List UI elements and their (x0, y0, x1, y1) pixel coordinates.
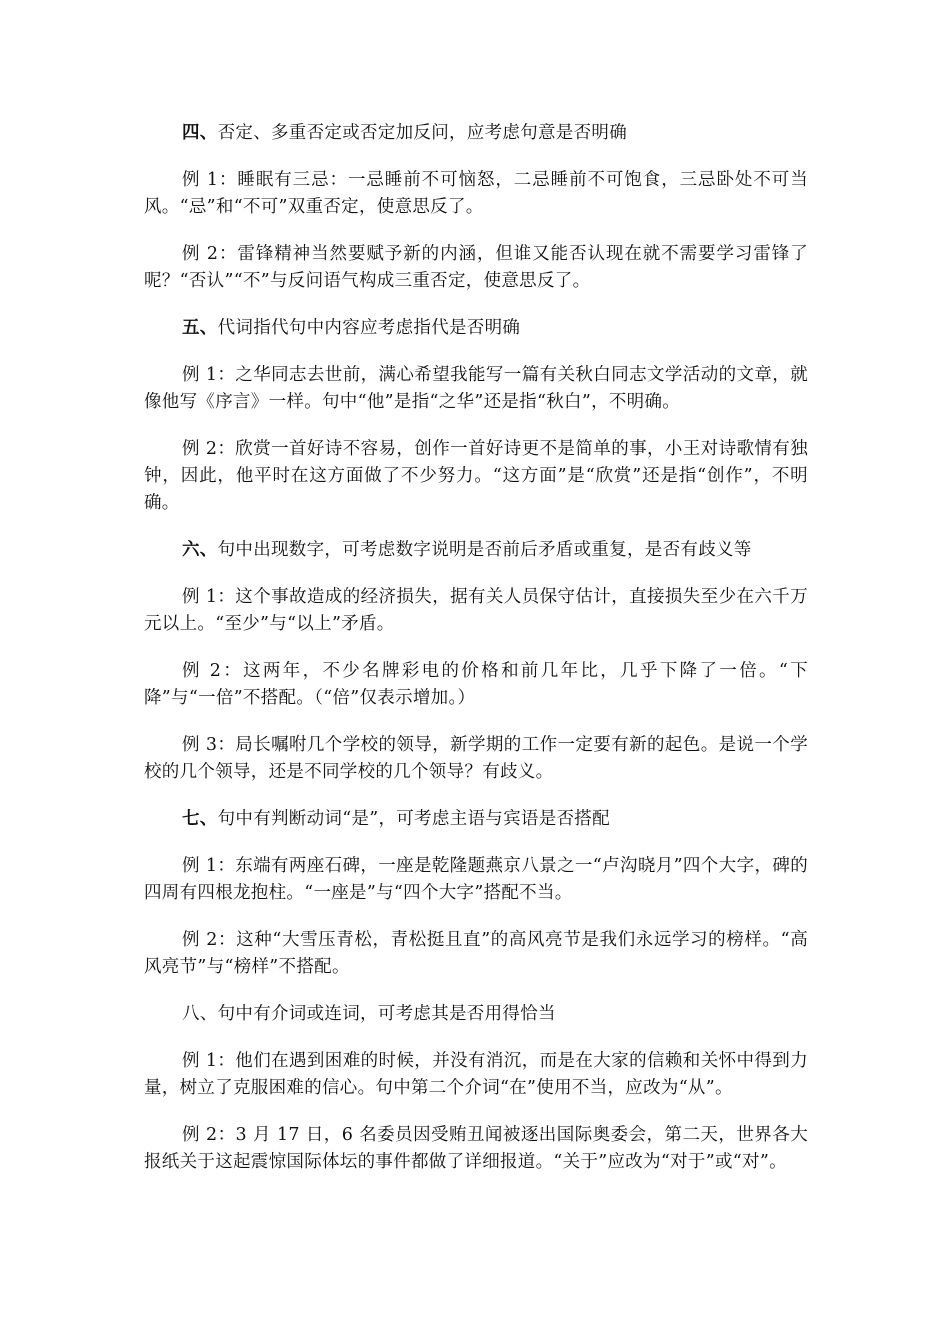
section-title: 否定、多重否定或否定加反问，应考虑句意是否明确 (217, 123, 628, 143)
section-heading-4 (144, 120, 808, 147)
section-title: 代词指代句中内容应考虑指代是否明确 (217, 318, 521, 338)
example-paragraph: 例 2：这两年，不少名牌彩电的价格和前几年比，几乎下降了一倍。“下降”与“一倍”不搭配。（“倍”仅表示增加。） (144, 661, 808, 708)
example-paragraph: 例 2：3 月 17 日，6 名委员因受贿丑闻被逐出国际奥委会，第二天，世界各大报纸关于这起震惊国际体坛的事件都做了详细报道。“关于”应改为“对于”或“对”。 (144, 1125, 808, 1172)
section-heading-8 (144, 1001, 808, 1028)
example-paragraph: 例 2：欣赏一首好诗不容易，创作一首好诗更不是简单的事，小王对诗歌情有独钟，因此，他平时在这方面做了不少努力。“这方面”是“欣赏”还是指“创作”，不明确。 (144, 439, 808, 513)
example-paragraph: 例 2：雷锋精神当然要赋予新的内涵，但谁又能否认现在就不需要学习雷锋了呢？“否认”“不”与反问语气构成三重否定，使意思反了。 (144, 244, 808, 291)
section-number: 七、 (182, 809, 218, 829)
example-paragraph: 例 3：局长嘱咐几个学校的领导，新学期的工作一定要有新的起色。是说一个学校的几个领导，还是不同学校的几个领导？有歧义。 (144, 735, 808, 782)
example-paragraph: 例 1：之华同志去世前，满心希望我能写一篇有关秋白同志文学活动的文章，就像他写《序言》一样。句中“他”是指“之华”还是指“秋白”，不明确。 (144, 365, 808, 412)
section-title: 句中出现数字，可考虑数字说明是否前后矛盾或重复，是否有歧义等 (217, 540, 752, 560)
section-heading-5 (144, 315, 808, 342)
example-paragraph: 例 2：这种“大雪压青松，青松挺且直”的高风亮节是我们永远学习的榜样。“高风亮节”与“榜样”不搭配。 (144, 930, 808, 977)
section-title: 句中有判断动词“是”，可考虑主语与宾语是否搭配 (217, 809, 610, 829)
section-number: 五、 (182, 318, 218, 338)
section-number: 八、 (182, 1004, 218, 1024)
example-paragraph: 例 1：东端有两座石碑，一座是乾隆题燕京八景之一“卢沟晓月”四个大字，碑的四周有四根龙抱柱。“一座是”与“四个大字”搭配不当。 (144, 856, 808, 903)
section-title: 句中有介词或连词，可考虑其是否用得恰当 (217, 1004, 556, 1024)
example-paragraph: 例 1：这个事故造成的经济损失，据有关人员保守估计，直接损失至少在六千万元以上。“至少”与“以上”矛盾。 (144, 587, 808, 634)
section-heading-7 (144, 806, 808, 833)
example-paragraph: 例 1：他们在遇到困难的时候，并没有消沉，而是在大家的信赖和关怀中得到力量，树立了克服困难的信心。句中第二个介词“在”使用不当，应改为“从”。 (144, 1051, 808, 1098)
section-heading-6 (144, 537, 808, 564)
section-number: 六、 (182, 540, 218, 560)
document-page (144, 120, 808, 1176)
example-paragraph: 例 1：睡眠有三忌：一忌睡前不可恼怒，二忌睡前不可饱食，三忌卧处不可当风。“忌”和“不可”双重否定，使意思反了。 (144, 170, 808, 217)
section-number: 四、 (182, 123, 218, 143)
